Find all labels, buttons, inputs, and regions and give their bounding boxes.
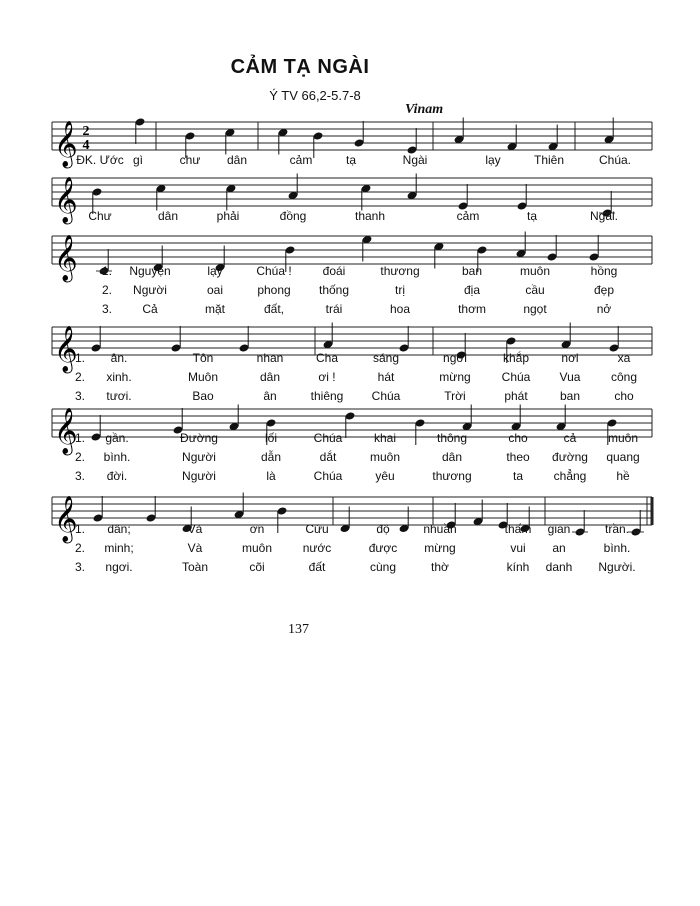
- lyric-syllable: Người: [133, 283, 167, 297]
- song-title: CẢM TẠ NGÀI: [230, 56, 370, 78]
- lyric-syllable: ban: [559, 389, 581, 403]
- lyric-syllable: bình.: [603, 541, 631, 555]
- lyric-syllable: sáng: [372, 351, 400, 365]
- lyric-syllable: chẳng: [553, 469, 587, 483]
- lyric-syllable: dân: [259, 370, 281, 384]
- lyric-syllable: phát: [504, 389, 528, 403]
- lyric-syllable: cùng: [369, 560, 397, 574]
- lyric-syllable: 2.: [101, 283, 113, 297]
- time-signature-bottom: 4: [82, 138, 90, 153]
- lyric-syllable: 3.: [101, 302, 113, 316]
- lyric-syllable: oai: [206, 283, 224, 297]
- lyric-syllable: Chúa: [313, 431, 343, 445]
- lyric-syllable: 2.: [74, 450, 86, 464]
- lyric-syllable: khai: [373, 431, 397, 445]
- lyric-syllable: xa: [617, 351, 631, 365]
- treble-clef-icon: 𝄞: [54, 121, 78, 167]
- lyric-syllable: lạy: [485, 153, 501, 167]
- lyric-syllable: lạy: [207, 264, 223, 278]
- lyric-syllable: muôn: [241, 541, 273, 555]
- lyric-syllable: ân.: [110, 351, 128, 365]
- lyric-syllable: 1.: [74, 431, 86, 445]
- lyric-syllable: theo: [506, 450, 530, 464]
- lyric-syllable: minh;: [104, 541, 134, 555]
- lyric-syllable: ơn: [249, 522, 265, 536]
- lyric-syllable: Cả: [142, 302, 158, 316]
- lyric-syllable: muôn: [607, 431, 639, 445]
- lyric-syllable: 1.: [74, 351, 86, 365]
- lyric-syllable: vui: [510, 541, 526, 555]
- lyric-syllable: dân: [157, 209, 179, 223]
- lyric-syllable: lối: [264, 431, 278, 445]
- lyric-syllable: đoái: [322, 264, 346, 278]
- lyric-syllable: Người.: [598, 560, 636, 574]
- lyric-syllable: dân: [226, 153, 248, 167]
- lyric-syllable: 2.: [74, 370, 86, 384]
- lyric-syllable: nở: [596, 302, 612, 316]
- lyric-syllable: Chúa: [371, 389, 401, 403]
- lyric-syllable: phong: [257, 283, 291, 297]
- lyric-syllable: Chúa: [313, 469, 343, 483]
- lyric-syllable: đất,: [263, 302, 285, 316]
- lyric-syllable: tạ: [526, 209, 538, 223]
- lyric-syllable: 1.: [101, 264, 113, 278]
- treble-clef-icon: 𝄞: [54, 326, 78, 372]
- lyric-syllable: quang: [606, 450, 640, 464]
- lyric-syllable: cầu: [525, 283, 545, 297]
- treble-clef-icon: 𝄞: [54, 496, 78, 542]
- lyric-syllable: muôn: [519, 264, 551, 278]
- lyric-syllable: gì: [132, 153, 144, 167]
- lyric-syllable: dẫn: [260, 450, 282, 464]
- lyric-syllable: Ngài.: [589, 209, 619, 223]
- lyric-syllable: Đường: [180, 431, 218, 445]
- lyric-syllable: Ngài: [402, 153, 428, 167]
- lyric-syllable: phải: [216, 209, 240, 223]
- lyric-syllable: ta: [512, 469, 524, 483]
- lyric-syllable: thống: [318, 283, 350, 297]
- lyric-syllable: hồng: [590, 264, 618, 278]
- lyric-syllable: 2.: [74, 541, 86, 555]
- lyric-syllable: ĐK. Ước: [76, 153, 124, 167]
- lyric-syllable: đời.: [106, 469, 128, 483]
- lyric-syllable: thờ: [431, 560, 449, 574]
- lyric-syllable: tươi.: [106, 389, 132, 403]
- lyric-syllable: dân: [441, 450, 463, 464]
- lyric-syllable: Chúa.: [598, 153, 632, 167]
- time-signature-top: 2: [82, 124, 90, 139]
- lyric-syllable: đất: [308, 560, 326, 574]
- composer-name: Vinam: [405, 102, 444, 117]
- lyric-syllable: đẹp: [593, 283, 615, 297]
- page-number: 137: [288, 622, 309, 637]
- lyric-syllable: Vua: [559, 370, 581, 384]
- lyric-syllable: cõi: [249, 560, 265, 574]
- lyric-syllable: ân: [263, 389, 277, 403]
- lyric-syllable: độ: [376, 522, 390, 536]
- lyric-syllable: Người: [182, 450, 216, 464]
- lyric-syllable: đồng: [279, 209, 307, 223]
- lyric-syllable: Người: [182, 469, 216, 483]
- treble-clef-icon: 𝄞: [54, 177, 78, 223]
- lyric-syllable: nhuần: [423, 522, 457, 536]
- treble-clef-icon: 𝄞: [54, 408, 78, 454]
- lyric-syllable: Chúa: [501, 370, 531, 384]
- lyric-syllable: thanh: [354, 209, 386, 223]
- lyric-syllable: thương: [432, 469, 472, 483]
- lyric-syllable: thấm: [504, 522, 532, 536]
- lyric-syllable: trị: [395, 283, 405, 297]
- lyric-syllable: 3.: [74, 389, 86, 403]
- lyric-syllable: ngơi.: [105, 560, 133, 574]
- lyric-syllable: thông: [436, 431, 468, 445]
- lyric-syllable: ngời: [443, 351, 467, 365]
- lyric-syllable: Cứu: [305, 522, 329, 536]
- lyric-syllable: hề: [616, 469, 630, 483]
- lyric-syllable: tạ: [345, 153, 357, 167]
- lyric-syllable: nước: [302, 541, 332, 555]
- lyric-syllable: yêu: [375, 469, 395, 483]
- lyric-syllable: Cha: [315, 351, 339, 365]
- lyric-syllable: ơi !: [318, 370, 336, 384]
- lyric-syllable: Bao: [192, 389, 214, 403]
- lyric-syllable: công: [610, 370, 638, 384]
- lyric-syllable: Chư: [88, 209, 112, 223]
- lyric-syllable: thương: [380, 264, 420, 278]
- lyric-syllable: mặt: [204, 302, 226, 316]
- lyric-syllable: Trời: [444, 389, 466, 403]
- lyric-syllable: cho: [614, 389, 634, 403]
- lyric-syllable: trái: [325, 302, 343, 316]
- treble-clef-icon: 𝄞: [54, 235, 78, 281]
- lyric-syllable: Thiên: [533, 153, 565, 167]
- lyric-syllable: địa: [463, 283, 481, 297]
- lyric-syllable: đường: [552, 450, 588, 464]
- lyric-syllable: nơi: [561, 351, 579, 365]
- lyric-syllable: Tôn: [192, 351, 214, 365]
- lyric-syllable: trần.: [604, 522, 630, 536]
- lyric-syllable: ban: [461, 264, 483, 278]
- lyric-syllable: khắp: [502, 351, 530, 365]
- lyric-syllable: gần.: [105, 431, 129, 445]
- lyric-syllable: Và: [187, 541, 203, 555]
- lyric-syllable: cảm: [456, 209, 480, 223]
- lyric-syllable: là: [266, 469, 276, 483]
- lyric-syllable: ngọt: [523, 302, 547, 316]
- lyric-syllable: Toàn: [181, 560, 209, 574]
- lyric-syllable: kính: [506, 560, 530, 574]
- lyric-syllable: dắt: [319, 450, 337, 464]
- lyric-syllable: thơm: [458, 302, 486, 316]
- lyric-syllable: cho: [508, 431, 528, 445]
- lyric-syllable: thiêng: [310, 389, 344, 403]
- lyric-syllable: chư: [179, 153, 201, 167]
- psalm-reference: Ý TV 66,2-5.7-8: [269, 88, 361, 103]
- lyric-syllable: 3.: [74, 560, 86, 574]
- lyric-syllable: gian: [547, 522, 571, 536]
- lyric-syllable: Nguyện: [129, 264, 171, 278]
- lyric-syllable: cảm: [289, 153, 313, 167]
- lyric-syllable: nhan: [256, 351, 284, 365]
- lyric-syllable: an: [552, 541, 566, 555]
- lyric-syllable: mừng: [424, 541, 456, 555]
- lyric-syllable: Chúa !: [256, 264, 292, 278]
- lyric-syllable: muôn: [369, 450, 401, 464]
- lyric-syllable: danh: [545, 560, 573, 574]
- lyric-syllable: xinh.: [106, 370, 132, 384]
- lyric-syllable: cả: [563, 431, 577, 445]
- lyric-syllable: hát: [377, 370, 395, 384]
- lyric-syllable: bình.: [103, 450, 131, 464]
- lyric-syllable: hoa: [389, 302, 411, 316]
- lyric-syllable: Muôn: [187, 370, 219, 384]
- lyric-syllable: Và: [187, 522, 203, 536]
- lyric-syllable: 3.: [74, 469, 86, 483]
- lyric-syllable: mừng: [439, 370, 471, 384]
- lyric-syllable: dân;: [107, 522, 131, 536]
- lyric-syllable: được: [368, 541, 398, 555]
- lyric-syllable: 1.: [74, 522, 86, 536]
